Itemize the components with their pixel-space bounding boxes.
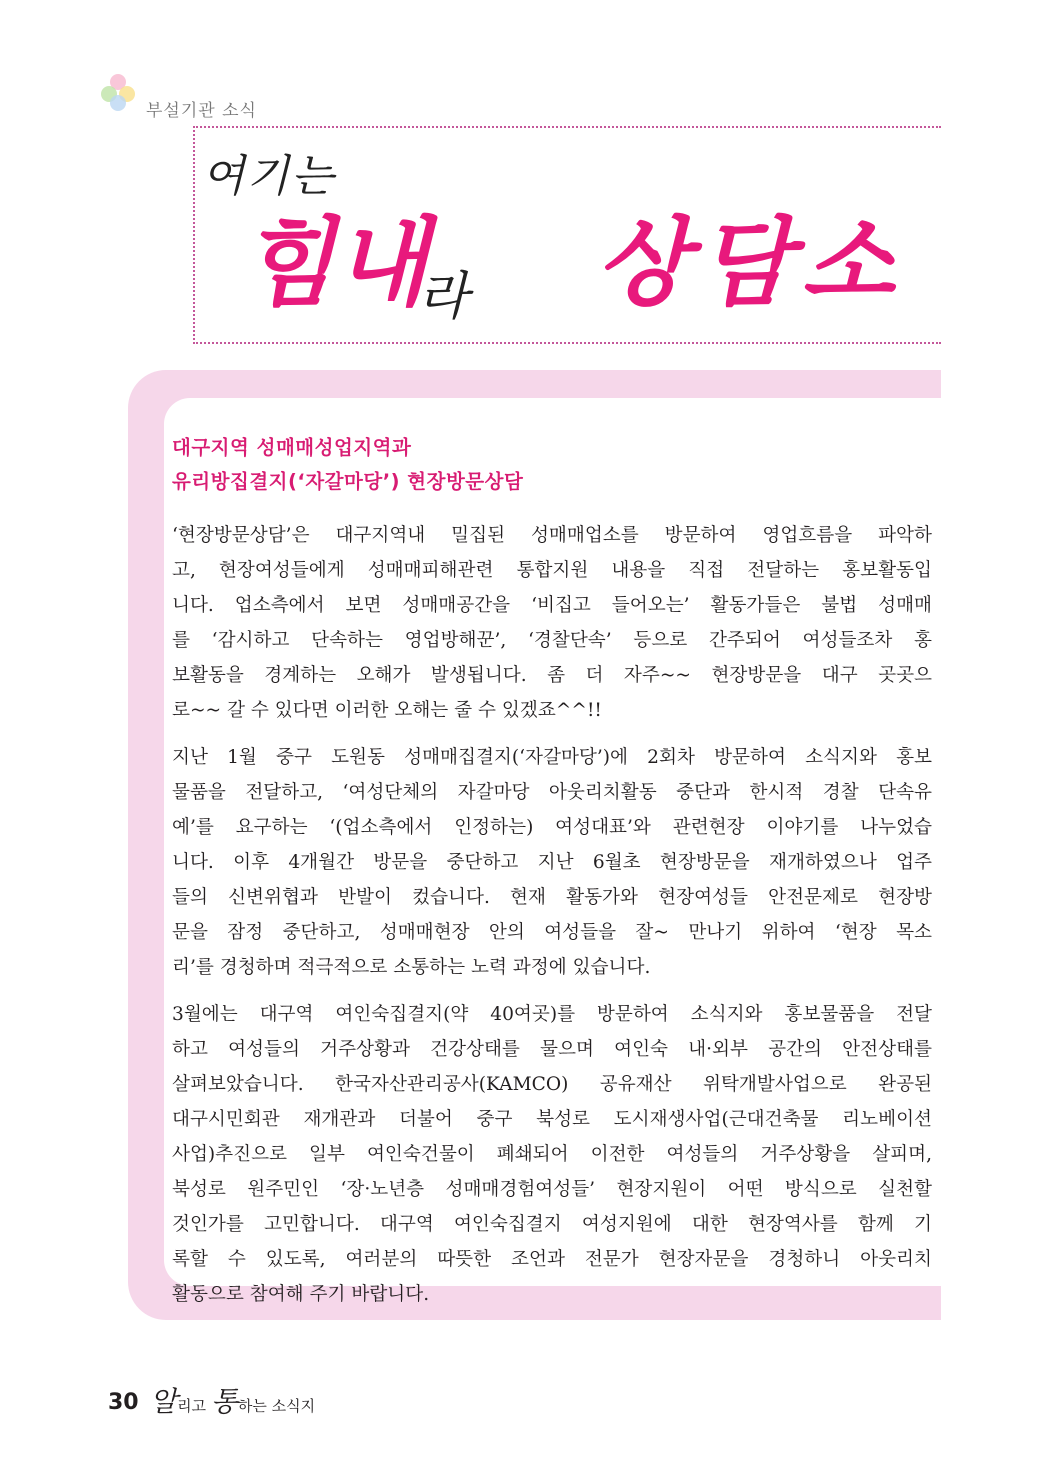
paragraph-3-line: 사업)추진으로 일부 여인숙건물이 폐쇄되어 이전한 여성들의 거주상황을 살피며, xyxy=(172,1144,932,1165)
title-main-part3: 상담소 xyxy=(596,207,905,319)
paragraph-3-line: 활동으로 참여해 주기 바랍니다. xyxy=(172,1284,430,1305)
flower-logo-icon xyxy=(100,72,136,112)
paragraph-1-line: 로~~ 갈 수 있다면 이러한 오해는 줄 수 있겠죠^^!! xyxy=(172,700,602,721)
page-number: 30 xyxy=(108,1390,139,1415)
paragraph-2-line: 문을 잠정 중단하고, 성매매현장 안의 여성들을 잘~ 만나기 위하여 ‘현장 목소 xyxy=(172,922,932,943)
paragraph-2-line: 리’를 경청하며 적극적으로 소통하는 노력 과정에 있습니다. xyxy=(172,957,651,978)
publication-title-char1: 알 xyxy=(150,1385,178,1418)
paragraph-3-line: 살펴보았습니다. 한국자산관리공사(KAMCO) 공유재산 위탁개발사업으로 완공된 xyxy=(172,1074,932,1095)
article-subtitle-line1: 대구지역 성매매성업지역과 xyxy=(172,436,412,459)
paragraph-1-line: 고, 현장여성들에게 성매매피해관련 통합지원 내용을 직접 전달하는 홍보활동입 xyxy=(172,560,932,581)
paragraph-2-line: 니다. 이후 4개월간 방문을 중단하고 지난 6월초 현장방문을 재개하였으나 업주 xyxy=(172,852,932,873)
paragraph-2-line: 지난 1월 중구 도원동 성매매집결지(‘자갈마당’)에 2회차 방문하여 소식지와 홍보 xyxy=(172,747,932,768)
paragraph-1-line: 보활동을 경계하는 오해가 발생됩니다. 좀 더 자주~~ 현장방문을 대구 곳곳으 xyxy=(172,665,932,686)
paragraph-2-line: 들의 신변위협과 반발이 컸습니다. 현재 활동가와 현장여성들 안전문제로 현장방 xyxy=(172,887,932,908)
paragraph-3-line: 록할 수 있도록, 여러분의 따뜻한 조언과 전문가 현장자문을 경청하니 아웃리치 xyxy=(172,1249,932,1270)
paragraph-3-line: 대구시민회관 재개관과 더불어 중구 북성로 도시재생사업(근대건축물 리노베이션 xyxy=(172,1109,932,1130)
publication-title-char2: 통 xyxy=(210,1385,238,1418)
section-label: 부설기관 소식 xyxy=(146,101,257,121)
title-main-part2: 라 xyxy=(418,267,469,327)
paragraph-3-line: 북성로 원주민인 ‘장·노년층 성매매경험여성들’ 현장지원이 어떤 방식으로 실천할 xyxy=(172,1179,932,1200)
publication-title-text1: 리고 xyxy=(177,1397,211,1415)
paragraph-1-line: 를 ‘감시하고 단속하는 영업방해꾼’, ‘경찰단속’ 등으로 간주되어 여성들조차 홍 xyxy=(172,630,932,651)
paragraph-2-line: 예’를 요구하는 ‘(업소측에서 인정하는) 여성대표’와 관련현장 이야기를 나누었습 xyxy=(172,817,932,838)
paragraph-1-line: 니다. 업소측에서 보면 성매매공간을 ‘비집고 들어오는’ 활동가들은 불법 성매매 xyxy=(172,595,932,616)
paragraph-2-line: 물품을 전달하고, ‘여성단체의 자갈마당 아웃리치활동 중단과 한시적 경찰 단속유 xyxy=(172,782,932,803)
article-subtitle-line2: 유리방집결지(‘자갈마당’) 현장방문상담 xyxy=(172,470,524,493)
title-main-part1: 힘내 xyxy=(242,207,428,319)
paragraph-3-line: 3월에는 대구역 여인숙집결지(약 40여곳)를 방문하여 소식지와 홍보물품을 전달 xyxy=(172,1004,932,1025)
paragraph-1-line: ‘현장방문상담’은 대구지역내 밀집된 성매매업소를 방문하여 영업흐름을 파악하 xyxy=(172,525,932,546)
publication-title-text2: 하는 소식지 xyxy=(237,1397,316,1415)
paragraph-3-line: 것인가를 고민합니다. 대구역 여인숙집결지 여성지원에 대한 현장역사를 함께 기 xyxy=(172,1214,932,1235)
publication-title xyxy=(150,1380,315,1420)
title-prefix: 여기는 xyxy=(202,151,336,202)
paragraph-3-line: 하고 여성들의 거주상황과 건강상태를 물으며 여인숙 내·외부 공간의 안전상태를 xyxy=(172,1039,932,1060)
